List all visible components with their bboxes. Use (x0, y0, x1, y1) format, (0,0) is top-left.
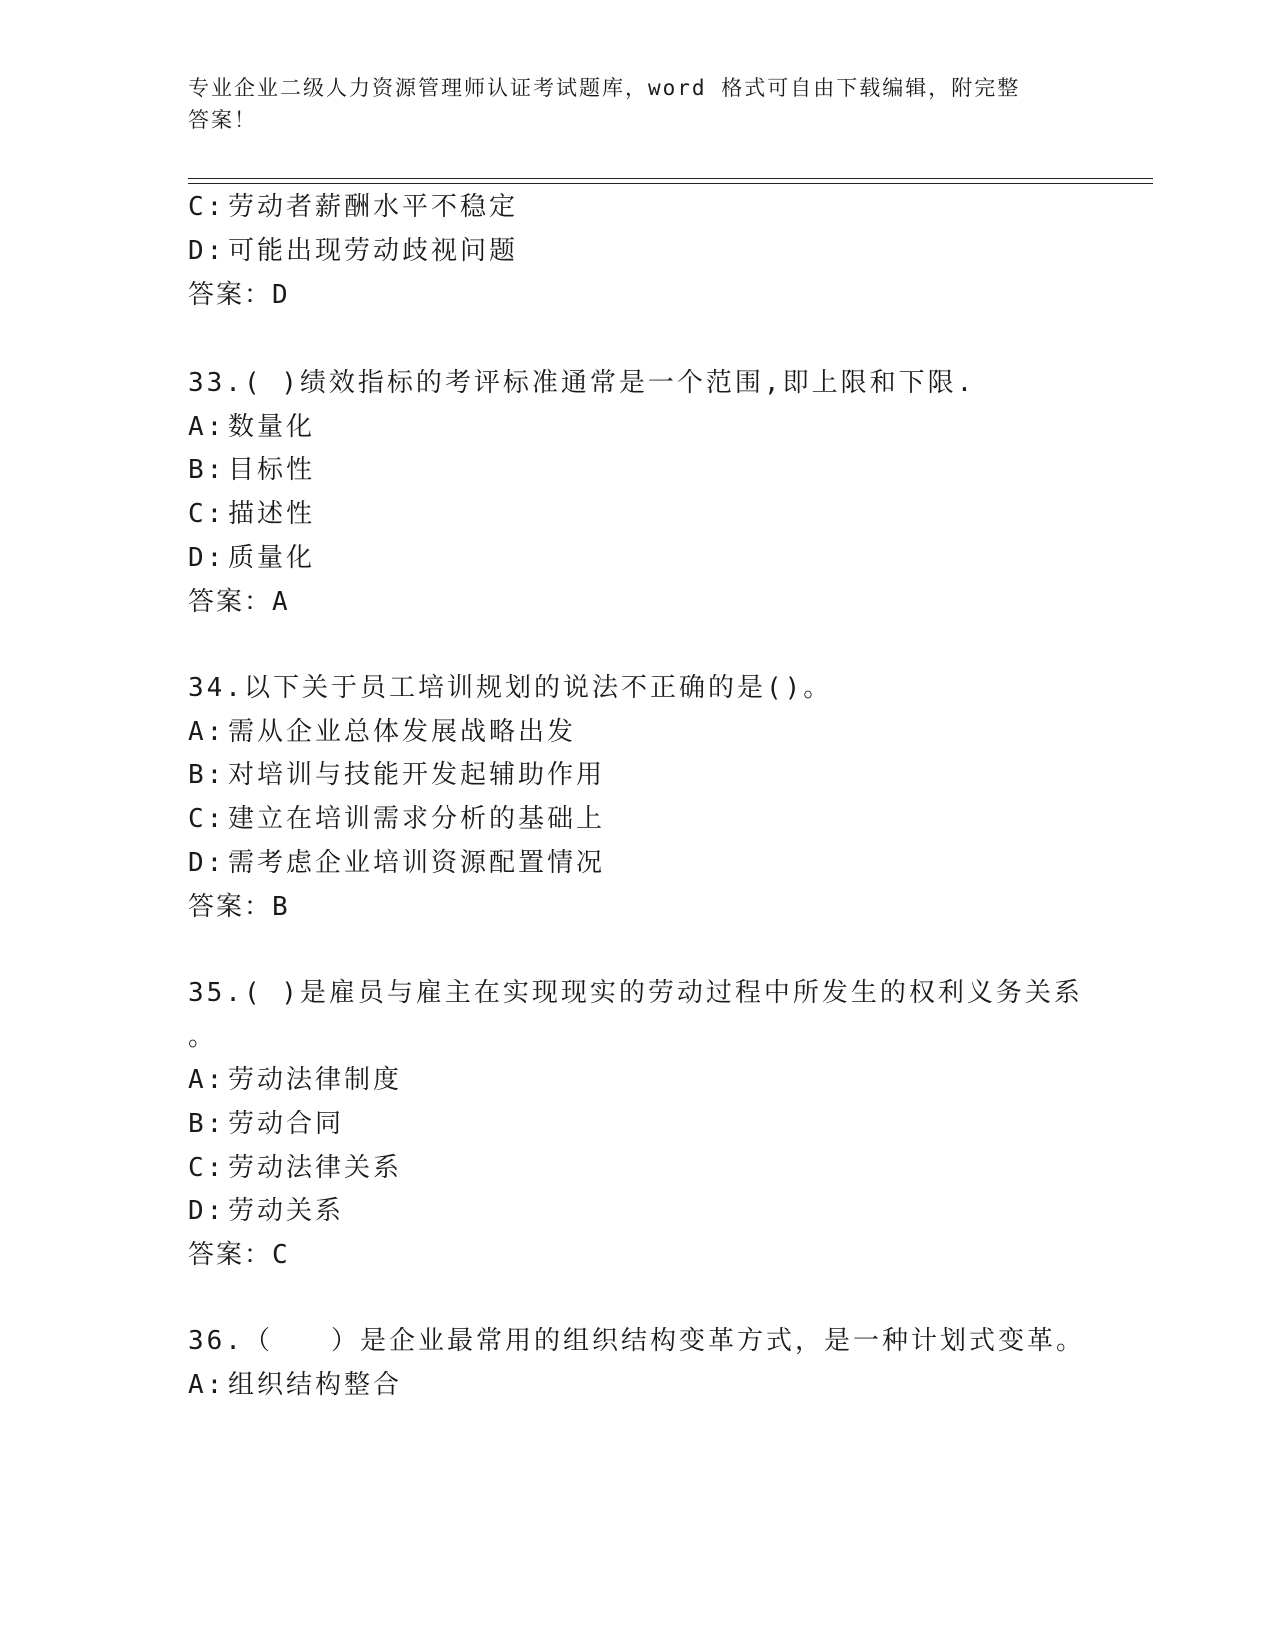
option-text: 劳动合同 (228, 1109, 345, 1139)
answer-line: 答案：B (188, 892, 290, 922)
header-line-2: 答案！ (188, 108, 257, 132)
option-letter: A: (188, 1370, 226, 1400)
option-c (188, 1151, 402, 1185)
option-letter: C: (188, 1153, 226, 1183)
option-letter: D: (188, 1196, 226, 1226)
option-text: 需考虑企业培训资源配置情况 (228, 848, 606, 878)
header-rule-bottom (188, 183, 1153, 184)
option-text: 劳动法律制度 (228, 1065, 403, 1095)
document-header (188, 72, 1068, 136)
option-text: 需从企业总体发展战略出发 (228, 717, 577, 747)
question-stem: 33.( )绩效指标的考评标准通常是一个范围,即上限和下限. (188, 368, 976, 398)
question-stem-continued: 。 (188, 1022, 218, 1052)
option-b (188, 1107, 344, 1141)
option-letter: C: (188, 804, 226, 834)
option-a (188, 715, 576, 749)
header-rule-top (188, 178, 1153, 179)
option-a (188, 410, 315, 444)
option-c (188, 190, 518, 224)
option-letter: A: (188, 717, 226, 747)
option-text: 组织结构整合 (228, 1370, 403, 1400)
option-letter: D: (188, 543, 226, 573)
option-text: 劳动关系 (228, 1196, 345, 1226)
option-d (188, 1194, 344, 1228)
option-d (188, 846, 605, 880)
answer-line: 答案：D (188, 280, 290, 310)
question-stem: 34.以下关于员工培训规划的说法不正确的是()。 (188, 673, 833, 703)
option-letter: B: (188, 455, 226, 485)
option-letter: B: (188, 760, 226, 790)
option-text: 劳动者薪酬水平不稳定 (228, 192, 519, 222)
option-a (188, 1063, 402, 1097)
option-text: 可能出现劳动歧视问题 (228, 236, 519, 266)
answer-line: 答案：C (188, 1240, 290, 1270)
option-text: 对培训与技能开发起辅助作用 (228, 760, 606, 790)
header-line-1: 专业企业二级人力资源管理师认证考试题库，word 格式可自由下载编辑，附完整 (188, 76, 1021, 100)
option-c (188, 802, 605, 836)
option-letter: A: (188, 1065, 226, 1095)
question-stem: 35.( )是雇员与雇主在实现现实的劳动过程中所发生的权利义务关系 (188, 978, 1083, 1008)
option-c (188, 497, 315, 531)
option-b (188, 758, 605, 792)
option-b (188, 453, 315, 487)
option-text: 劳动法律关系 (228, 1153, 403, 1183)
option-letter: C: (188, 192, 226, 222)
option-letter: B: (188, 1109, 226, 1139)
option-d (188, 234, 518, 268)
option-letter: C: (188, 499, 226, 529)
option-text: 目标性 (228, 455, 316, 485)
option-text: 建立在培训需求分析的基础上 (228, 804, 606, 834)
answer-line: 答案：A (188, 587, 290, 617)
option-d (188, 541, 315, 575)
option-text: 质量化 (228, 543, 316, 573)
option-letter: A: (188, 412, 226, 442)
option-text: 数量化 (228, 412, 316, 442)
question-stem: 36.（ ）是企业最常用的组织结构变革方式，是一种计划式变革。 (188, 1326, 1085, 1356)
option-text: 描述性 (228, 499, 316, 529)
option-letter: D: (188, 236, 226, 266)
option-letter: D: (188, 848, 226, 878)
option-a (188, 1368, 402, 1402)
